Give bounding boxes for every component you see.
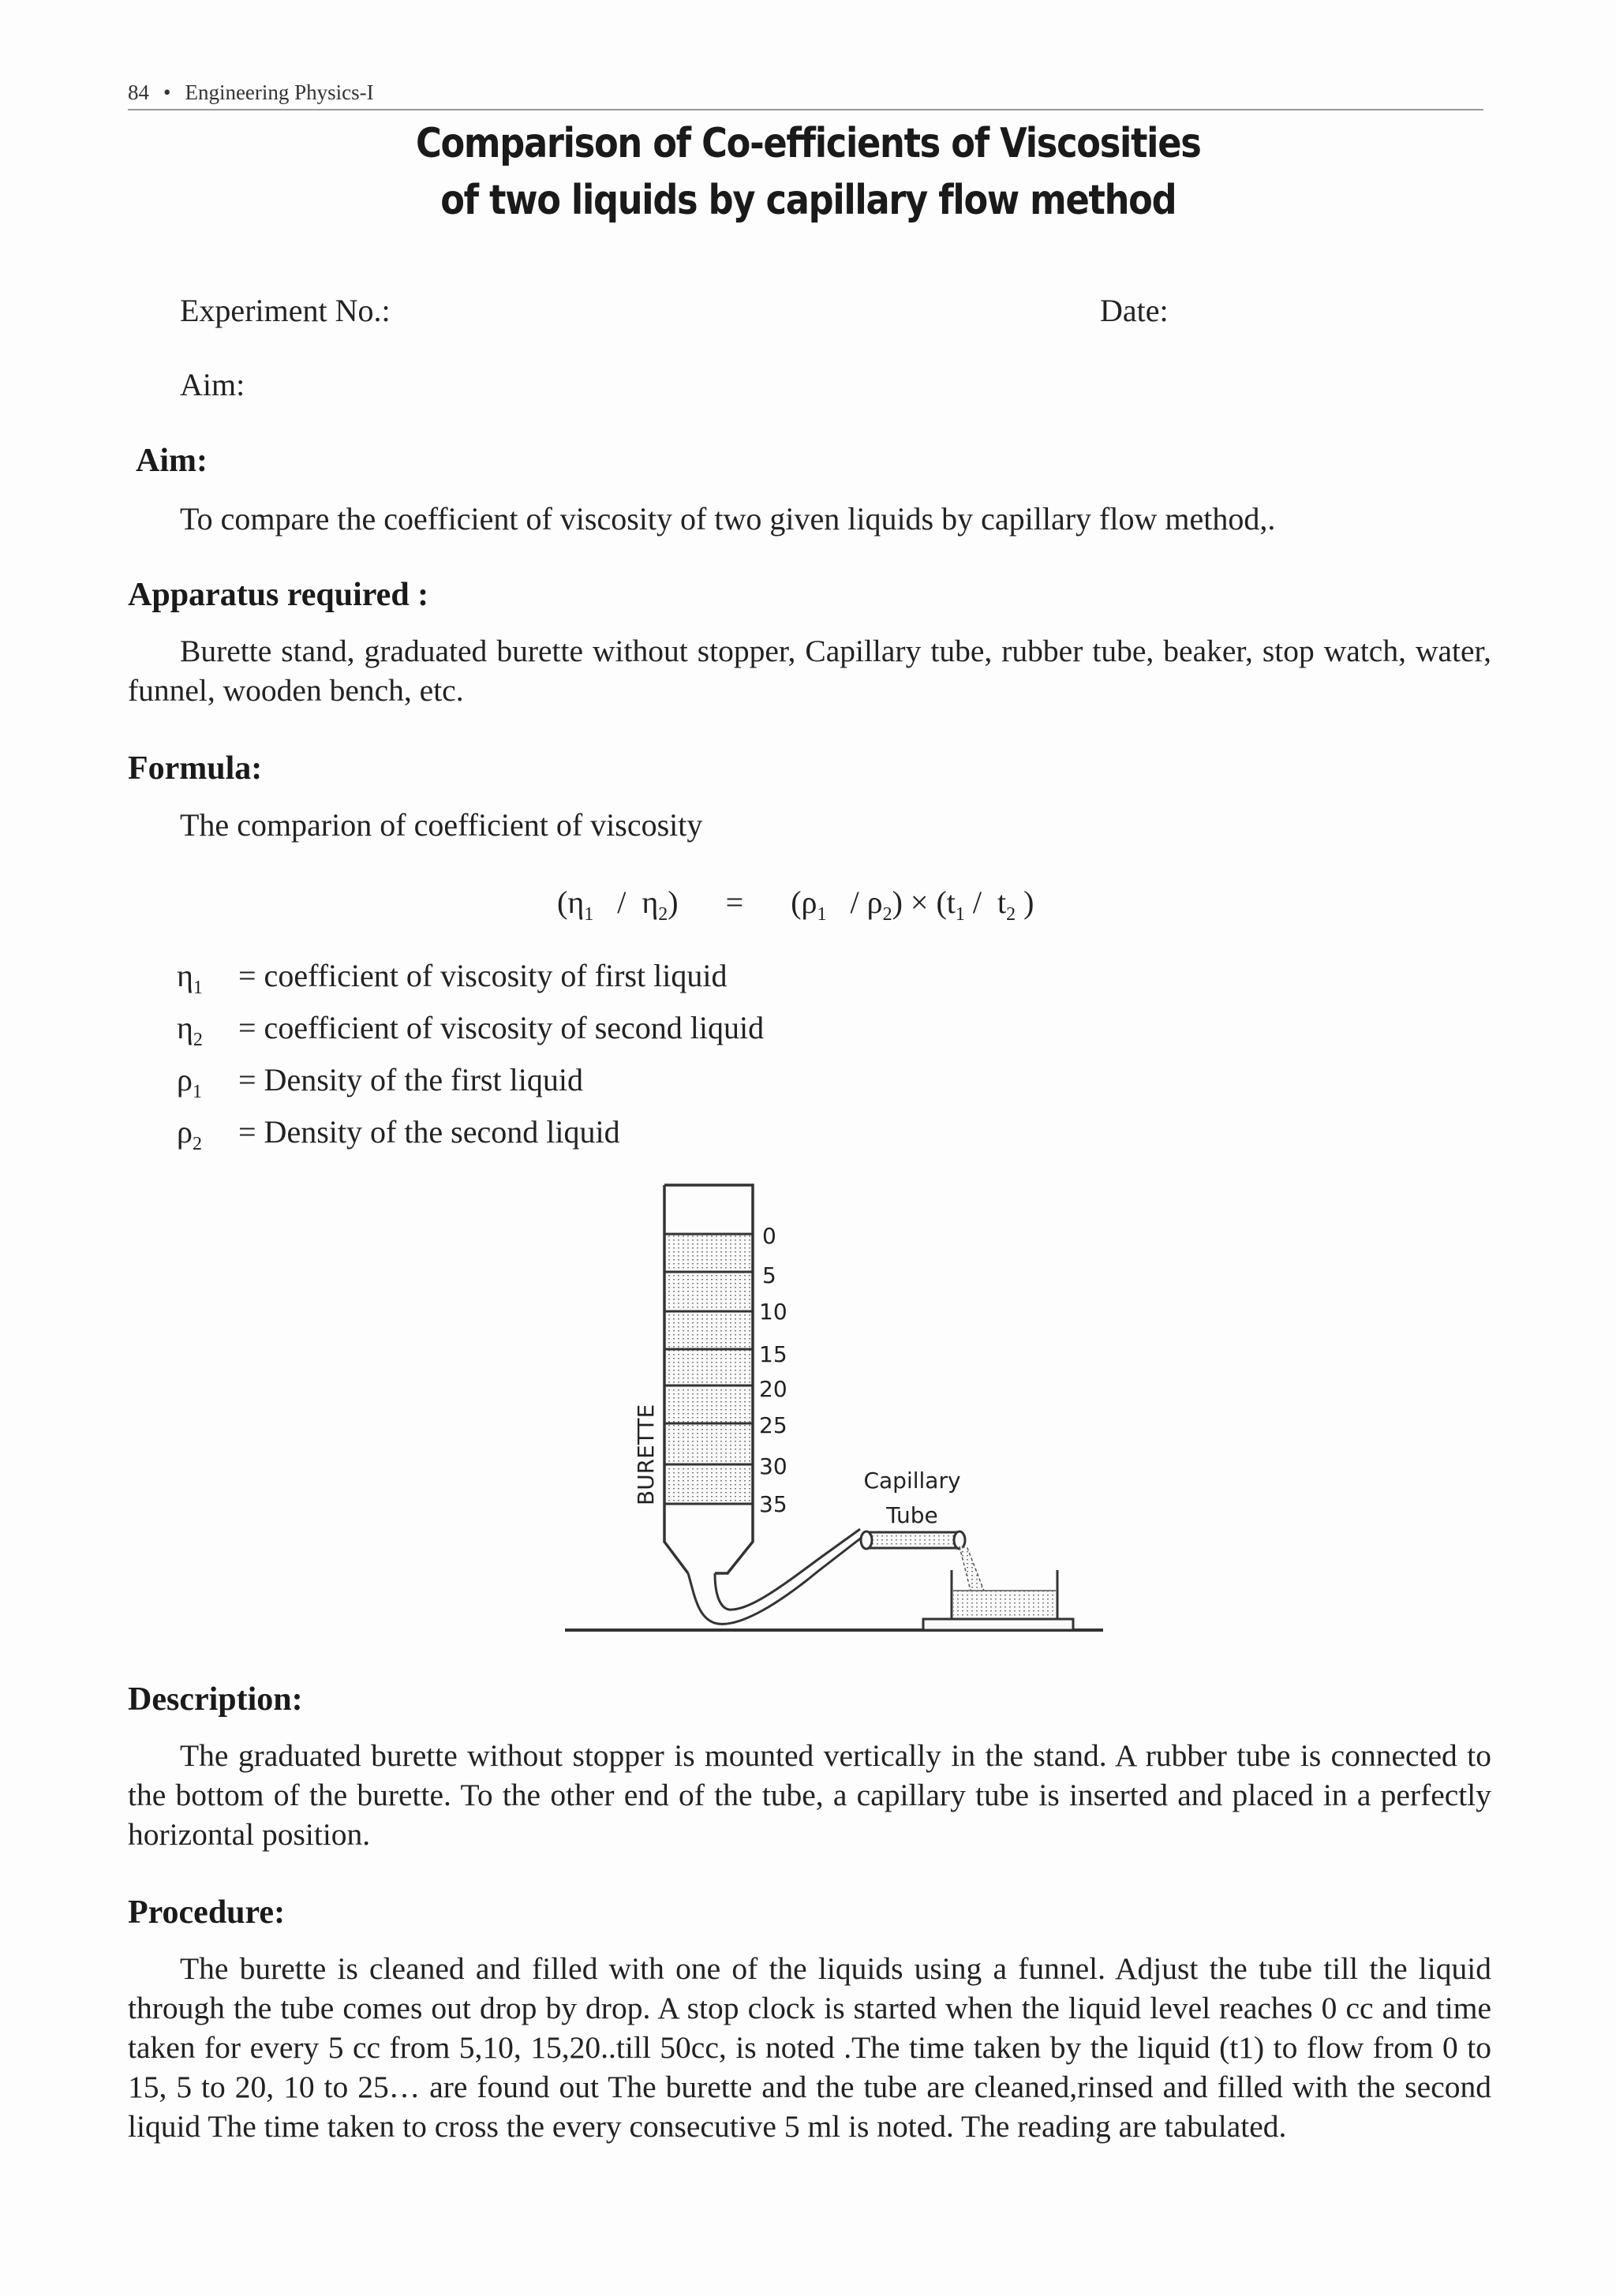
aim-heading: Aim: xyxy=(136,443,208,479)
symbol-definition-rho2: $\rho_2$ = Density of the second liquid xyxy=(177,1114,620,1154)
description-text: The graduated burette without stopper is mounted vertically in the stand. A rubber tube is connected to the bottom of the burette. To the other end of the tube, a capillary tube is inserted and placed in a perfectly horizontal position. xyxy=(128,1738,1491,1852)
apparatus-text: Burette stand, graduated burette without stopper, Capillary tube, rubber tube, beaker, stop watch, water, funnel, wooden bench, etc. xyxy=(128,634,1491,708)
scale-mark: 0 xyxy=(762,1223,776,1249)
apparatus-heading: Apparatus required : xyxy=(128,577,429,613)
capillary-label-line-1: Capillary xyxy=(863,1468,961,1494)
symbol-definition-eta1: $\eta_1$ = coefficient of viscosity of first liquid xyxy=(177,958,728,998)
scale-mark: 30 xyxy=(759,1453,787,1479)
page-title-line-1: Comparison of Co-efficients of Viscosities xyxy=(415,120,1201,167)
running-header xyxy=(128,80,374,105)
symbol-definition-rho1: $\rho_1$ = Density of the first liquid xyxy=(177,1062,583,1102)
capillary-tube xyxy=(865,1532,961,1548)
formula-heading: Formula: xyxy=(128,750,263,787)
beaker-liquid xyxy=(953,1591,1056,1619)
book-title: Engineering Physics-I xyxy=(185,80,374,104)
page-title-line-2: of two liquids by capillary flow method xyxy=(440,177,1176,224)
page-number: 84 xyxy=(128,80,149,104)
burette-label: BURETTE xyxy=(633,1404,659,1505)
beaker-stand xyxy=(923,1619,1073,1630)
experiment-number-label: Experiment No.: xyxy=(180,293,391,328)
aim-text: To compare the coefficient of viscosity of two given liquids by capillary flow method,. xyxy=(180,501,1276,537)
scale-mark: 15 xyxy=(759,1341,787,1367)
burette-scale xyxy=(759,1223,787,1517)
procedure-text: The burette is cleaned and filled with one of the liquids using a funnel. Adjust the tube till the liquid through the tube comes out drop by drop. A stop clock is started when the liquid level reaches 0 cc and time taken for every 5 cc from 5,10, 15,20..till 50cc, is noted .The time taken by the liquid (t1) to flow from 0 to 15, 5 to 20, 10 to 25… are found out The burette and the tube are cleaned,rinsed and filled with the second liquid The time taken to cross the every consecutive 5 ml is noted. The reading are tabulated. xyxy=(128,1951,1491,2144)
symbol-definition-eta2: $\eta_2$ = coefficient of viscosity of second liquid xyxy=(177,1010,765,1050)
liquid-stream xyxy=(960,1546,986,1597)
formula-intro: The comparion of coefficient of viscosity xyxy=(180,807,703,843)
capillary-label-line-2: Tube xyxy=(886,1502,938,1528)
description-heading: Description: xyxy=(128,1681,303,1718)
viscosity-equation: ($\eta_1$ / $\eta_2$) = ($\rho_1$ / $\rho_2) \times (t_1 / t_2$ ) xyxy=(557,884,1034,925)
rubber-tube-inner xyxy=(715,1529,860,1610)
burette-capillary-diagram xyxy=(552,1176,1120,1649)
procedure-heading: Procedure: xyxy=(128,1894,286,1931)
scale-mark: 10 xyxy=(759,1299,787,1325)
header-rule xyxy=(128,109,1483,110)
scale-mark: 25 xyxy=(759,1412,787,1438)
aim-label: Aim: xyxy=(180,367,245,402)
date-label: Date: xyxy=(1100,293,1169,328)
scale-mark: 20 xyxy=(759,1376,787,1402)
scale-mark: 5 xyxy=(762,1262,776,1288)
capillary-left-end xyxy=(861,1531,872,1549)
scale-mark: 35 xyxy=(759,1491,787,1517)
capillary-right-end xyxy=(954,1531,965,1549)
header-separator: • xyxy=(163,80,171,104)
